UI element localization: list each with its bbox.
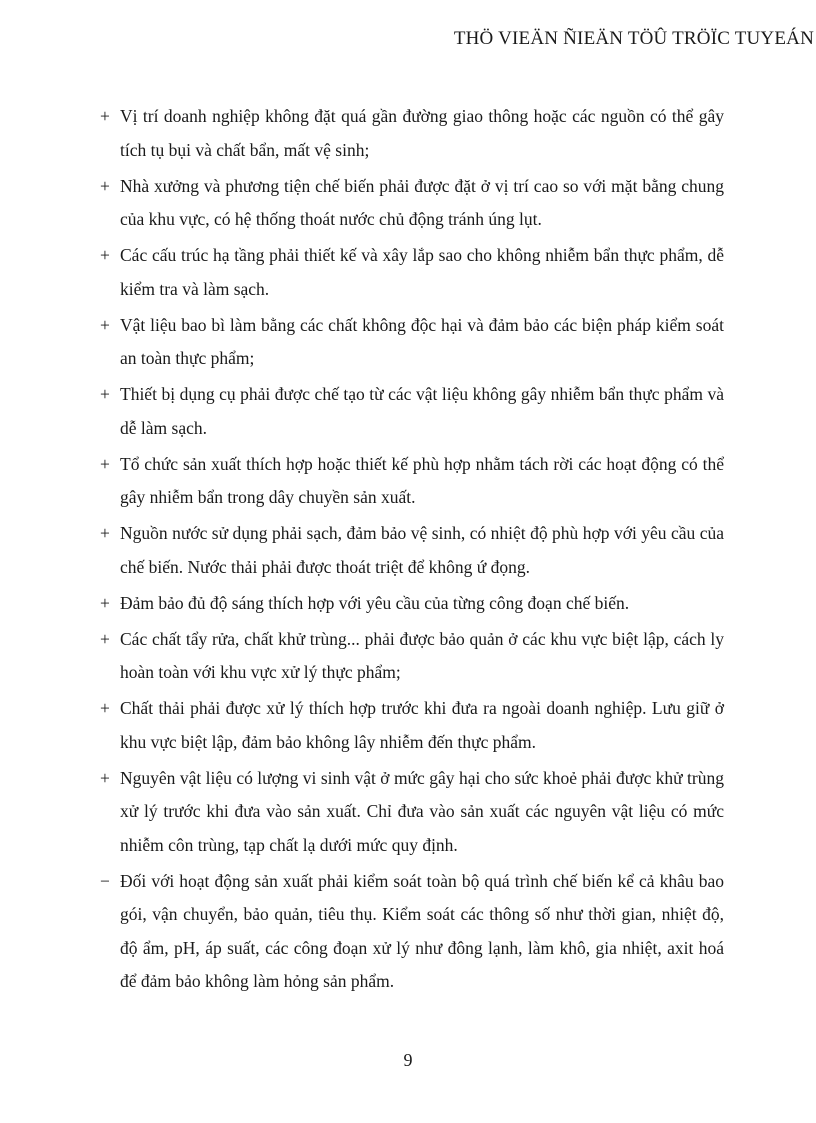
page-header: THÖ VIEÄN ÑIEÄN TÖÛ TRÖÏC TUYEÁN [453, 28, 814, 49]
list-item [100, 762, 724, 863]
list-item [100, 587, 724, 621]
bullet-marker: + [100, 523, 110, 543]
bullet-marker: + [100, 698, 110, 718]
list-item-text: Tổ chức sản xuất thích hợp hoặc thiết kế phù hợp nhằm tách rời các hoạt động có thể gây nhiễm bẩn trong dây chuyền sản xuất. [120, 453, 724, 507]
list-item-text: Vật liệu bao bì làm bằng các chất không độc hại và đảm bảo các biện pháp kiểm soát an toàn thực phẩm; [120, 314, 724, 368]
list-item [100, 865, 724, 999]
list-item-text: Thiết bị dụng cụ phải được chế tạo từ các vật liệu không gây nhiễm bẩn thực phẩm và dễ làm sạch. [120, 384, 724, 438]
list-item-text: Các cấu trúc hạ tầng phải thiết kế và xây lắp sao cho không nhiễm bẩn thực phẩm, dễ kiểm tra và làm sạch. [120, 245, 724, 299]
list-item-text: Vị trí doanh nghiệp không đặt quá gần đường giao thông hoặc các nguồn có thể gây tích tụ bụi và chất bẩn, mất vệ sinh; [120, 106, 724, 160]
list-item [100, 623, 724, 690]
list-item-text: Đảm bảo đủ độ sáng thích hợp với yêu cầu của từng công đoạn chế biến. [120, 592, 630, 613]
list-item [100, 378, 724, 445]
list-item [100, 448, 724, 515]
list-item-text: Đối với hoạt động sản xuất phải kiểm soát toàn bộ quá trình chế biến kể cả khâu bao gói, vận chuyển, bảo quản, tiêu thụ. Kiểm soát các thông số như thời gian, nhiệt độ, độ ẩm, pH, áp suất, các công đoạn xử lý như đông lạnh, làm khô, gia nhiệt, axit hoá để đảm bảo không làm hỏng sản phẩm. [120, 870, 724, 991]
list-item-text: Các chất tẩy rửa, chất khử trùng... phải được bảo quản ở các khu vực biệt lập, cách ly hoàn toàn với khu vực xử lý thực phẩm; [120, 628, 724, 682]
bullet-marker: + [100, 106, 110, 126]
bullet-marker: + [100, 245, 110, 265]
list-item-text: Nguyên vật liệu có lượng vi sinh vật ở mức gây hại cho sức khoẻ phải được khử trùng xử lý trước khi đưa vào sản xuất. Chỉ đưa vào sản xuất các nguyên vật liệu có mức nhiễm côn trùng, tạp chất lạ dưới mức quy định. [120, 767, 724, 855]
list-item [100, 239, 724, 306]
bullet-marker: + [100, 453, 110, 474]
list-item [100, 170, 724, 237]
list-item-text: Nguồn nước sử dụng phải sạch, đảm bảo vệ sinh, có nhiệt độ phù hợp với yêu cầu của chế biến. Nước thải phải được thoát triệt để không ứ đọng. [120, 523, 724, 577]
list-item-text: Nhà xưởng và phương tiện chế biến phải được đặt ở vị trí cao so với mặt bằng chung của khu vực, có hệ thống thoát nước chủ động tránh úng lụt. [120, 175, 724, 229]
page-number: 9 [403, 1050, 413, 1070]
list-item [100, 517, 724, 584]
list-item-text: Chất thải phải được xử lý thích hợp trước khi đưa ra ngoài doanh nghiệp. Lưu giữ ở khu vực biệt lập, đảm bảo không lây nhiễm đến thực phẩm. [120, 698, 724, 752]
bullet-marker: + [100, 314, 110, 335]
list-item [100, 692, 724, 759]
list-item [100, 100, 724, 167]
bullet-marker: + [100, 767, 110, 788]
dash-marker: − [100, 870, 110, 891]
bullet-marker: + [100, 592, 110, 613]
bullet-marker: + [100, 175, 110, 196]
list-item [100, 309, 724, 376]
document-body [100, 100, 724, 999]
bullet-marker: + [100, 384, 110, 404]
bullet-marker: + [100, 628, 110, 649]
